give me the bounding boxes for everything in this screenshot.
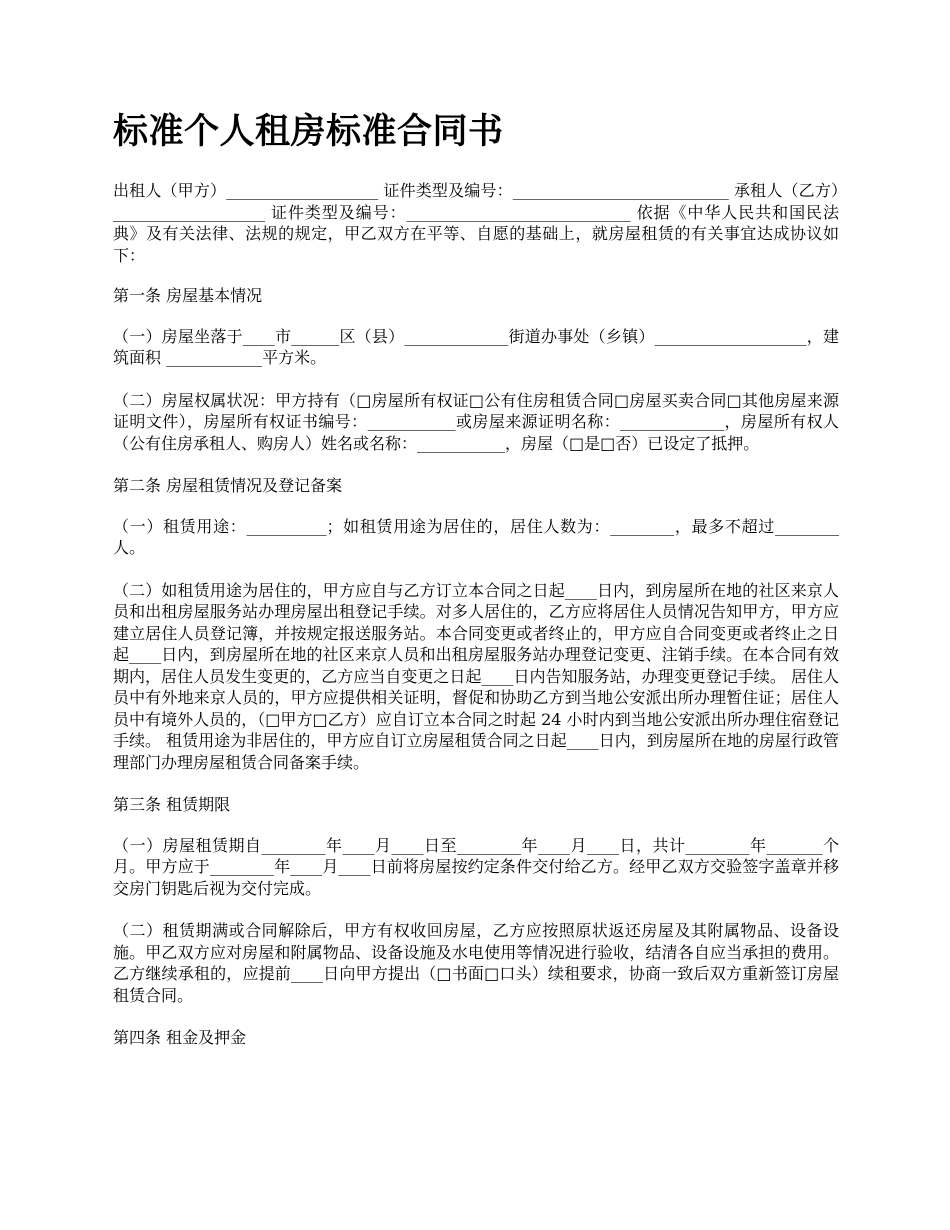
clause-3-1: （一）房屋租赁期自________年____月____日至________年____月____日，共计________年_______个月。甲方应于________年____月____日前将房屋按约定条件交付给乙方。经甲乙双方交验签字盖章并移交房门钥匙后视为交付完成。 — [113, 835, 839, 898]
section-heading-1: 第一条 房屋基本情况 — [113, 286, 263, 305]
clause-2-2: （二）如租赁用途为居住的，甲方应自与乙方订立本合同之日起____日内，到房屋所在地的社区来京人员和出租房屋服务站办理房屋出租登记手续。对多人居住的，乙方应将居住人员情况告知甲方，甲方应建立居住人员登记簿，并按规定报送服务站。本合同变更或者终止的，甲方应自合同变更或者终止之日起____日内，到房屋所在地的社区来京人员和出租房屋服务站办理登记变更、注销手续。在本合同有效期内，居住人员发生变更的，乙方应当自变更之日起____日内告知服务站，办理变更登记手续。 居住人员中有外地来京人员的，甲方应提供相关证明，督促和协助乙方到当地公安派出所办理暂住证；居住人员中有境外人员的，（□甲方□乙方）应自订立本合同之时起 24 小时内到当地公安派出所办理住宿登记手续。 租赁用途为非居住的，甲方应自订立房屋租赁合同之日起____日内，到房屋所在地的房屋行政管理部门办理房屋租赁合同备案手续。 — [113, 580, 839, 772]
section-heading-4: 第四条 租金及押金 — [113, 1028, 247, 1047]
section-heading-3: 第三条 租赁期限 — [113, 795, 231, 814]
clause-1-2: （二）房屋权属状况：甲方持有（□房屋所有权证□公有住房租赁合同□房屋买卖合同□其他房屋来源证明文件），房屋所有权证书编号：___________或房屋来源证明名称：_____________，房屋所有权人（公有住房承租人、购房人）姓名或名称：___________，房屋（□是□否）已设定了抵押。 — [113, 390, 839, 453]
section-heading-2: 第二条 房屋租赁情况及登记备案 — [113, 476, 343, 495]
clause-3-2: （二）租赁期满或合同解除后，甲方有权收回房屋，乙方应按照原状返还房屋及其附属物品、设备设施。甲乙双方应对房屋和附属物品、设备设施及水电使用等情况进行验收，结清各自应当承担的费用。 乙方继续承租的，应提前____日向甲方提出（□书面□口头）续租要求，协商一致后双方重新签订房屋租赁合同。 — [113, 921, 839, 1005]
document-page — [113, 108, 839, 1068]
document-title: 标准个人租房标准合同书 — [113, 111, 504, 152]
intro-paragraph: 出租人（甲方）___________________ 证件类型及编号：___________________________ 承租人（乙方）___________________ 证件类型及编号：____________________________ 依据《中华人民共和国民法典》及有关法律、法规的规定，甲乙双方在平等、自愿的基础上，就房屋租赁的有关事宜达成协议如下： — [113, 181, 839, 265]
clause-1-1: （一）房屋坐落于____市______区（县）_____________街道办事处（乡镇）___________________，建筑面积 ____________平方米。 — [113, 326, 839, 367]
clause-2-1: （一）租赁用途：__________；如租赁用途为居住的，居住人数为：________，最多不超过________人。 — [113, 516, 839, 557]
